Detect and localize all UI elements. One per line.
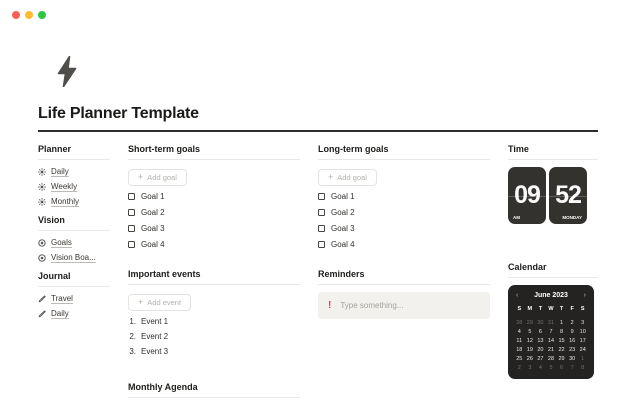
goal-checkbox[interactable] (128, 193, 135, 200)
goal-label: Goal 4 (331, 240, 355, 249)
sun-icon (38, 198, 46, 206)
add-goal-label: Add goal (337, 173, 367, 182)
calendar-day-header: S (517, 306, 522, 312)
calendar-day[interactable]: 17 (579, 338, 586, 344)
calendar-day[interactable]: 22 (558, 347, 565, 353)
calendar-day[interactable]: 6 (538, 329, 542, 335)
sidebar-group-planner (38, 144, 110, 206)
calendar-day[interactable]: 7 (570, 365, 574, 371)
goal-label: Goal 3 (141, 224, 165, 233)
event-label: Event 2 (141, 332, 169, 341)
important-events-heading: Important events (128, 269, 201, 279)
minimize-window-button[interactable] (25, 11, 33, 19)
calendar-day[interactable]: 15 (558, 338, 565, 344)
calendar-day[interactable]: 31 (547, 320, 555, 326)
plus-icon: + (138, 297, 144, 307)
goal-checkbox[interactable] (318, 225, 325, 232)
calendar-day[interactable]: 28 (547, 356, 555, 362)
event-number: 3. (129, 347, 136, 356)
event-label: Event 1 (141, 317, 169, 326)
calendar-day[interactable]: 11 (516, 338, 523, 344)
calendar-next-button[interactable]: › (583, 291, 586, 299)
long-term-goal-list (318, 192, 490, 249)
sidebar-item-label: Vision Boa... (51, 253, 96, 262)
sidebar-item-vision[interactable] (38, 238, 110, 247)
sidebar-item-journal[interactable] (38, 309, 110, 318)
event-row (128, 347, 300, 356)
clock-minute-card (549, 167, 587, 224)
calendar-day[interactable]: 1 (581, 356, 585, 362)
calendar-day[interactable]: 20 (537, 347, 544, 353)
calendar-day[interactable]: 30 (537, 320, 544, 326)
event-row (128, 317, 300, 326)
calendar-month-label: June 2023 (534, 292, 568, 299)
add-event-label: Add event (147, 298, 182, 307)
event-row (128, 332, 300, 341)
target-icon (38, 239, 46, 247)
calendar-day[interactable]: 29 (526, 320, 533, 326)
sidebar-item-planner[interactable] (38, 167, 110, 176)
calendar-day[interactable]: 23 (569, 347, 576, 353)
reminders-heading: Reminders (318, 269, 365, 279)
calendar-day[interactable]: 9 (570, 329, 574, 335)
divider (318, 159, 490, 160)
calendar-day[interactable]: 29 (558, 356, 565, 362)
calendar-day[interactable]: 1 (560, 320, 564, 326)
short-term-goals-heading: Short-term goals (128, 144, 201, 154)
divider (128, 397, 300, 398)
short-term-goal-list (128, 192, 300, 249)
sidebar-vision-list (38, 238, 110, 262)
sidebar-planner-list (38, 167, 110, 206)
calendar-day-header: W (548, 306, 554, 312)
calendar-day-header: T (559, 306, 564, 312)
sidebar-heading-journal: Journal (38, 271, 71, 281)
calendar-day[interactable]: 18 (516, 347, 523, 353)
sidebar-item-label: Weekly (51, 182, 78, 191)
sidebar-item-vision[interactable] (38, 253, 110, 262)
add-goal-label: Add goal (147, 173, 177, 182)
calendar-day[interactable]: 2 (517, 365, 521, 371)
calendar-day-header: S (580, 306, 585, 312)
pencil-icon (38, 310, 46, 318)
sun-icon (38, 183, 46, 191)
calendar-day[interactable]: 30 (569, 356, 576, 362)
add-goal-button[interactable] (128, 169, 187, 186)
close-window-button[interactable] (12, 11, 20, 19)
event-list (128, 317, 300, 356)
goal-row (128, 224, 300, 233)
pencil-icon (38, 295, 46, 303)
sidebar-group-vision (38, 215, 110, 262)
calendar-header (514, 292, 588, 299)
calendar-day[interactable]: 14 (547, 338, 555, 344)
flip-clock (508, 167, 598, 224)
goal-checkbox[interactable] (128, 241, 135, 248)
long-term-goals-heading: Long-term goals (318, 144, 389, 154)
goal-row (318, 208, 490, 217)
page-logo[interactable] (56, 56, 78, 92)
calendar-day[interactable]: 26 (526, 356, 533, 362)
goal-label: Goal 4 (141, 240, 165, 249)
calendar-day[interactable]: 5 (528, 329, 532, 335)
divider (38, 159, 110, 160)
clock-day-label: MONDAY (562, 215, 582, 220)
reminder-input[interactable] (318, 292, 490, 319)
event-number: 1. (129, 317, 136, 326)
sidebar (38, 144, 110, 405)
clock-meridiem: AM (513, 215, 520, 220)
divider (508, 159, 598, 160)
title-divider (38, 130, 598, 132)
calendar-widget (508, 285, 594, 379)
goal-checkbox[interactable] (128, 209, 135, 216)
goal-row (128, 192, 300, 201)
clock-hour-card (508, 167, 546, 224)
flip-seam (508, 196, 546, 197)
calendar-day[interactable]: 19 (526, 347, 533, 353)
event-label: Event 3 (141, 347, 169, 356)
calendar-day[interactable]: 10 (579, 329, 586, 335)
sidebar-heading-planner: Planner (38, 144, 72, 154)
clock-hour: 09 (514, 181, 540, 209)
calendar-day[interactable]: 12 (526, 338, 533, 344)
calendar-day[interactable]: 4 (538, 365, 542, 371)
time-heading: Time (508, 144, 529, 154)
sidebar-item-journal[interactable] (38, 294, 110, 303)
alert-icon: ! (328, 300, 332, 311)
calendar-day[interactable]: 24 (579, 347, 586, 353)
goal-row (128, 208, 300, 217)
event-number: 2. (129, 332, 136, 341)
window-controls (12, 11, 46, 19)
goal-checkbox[interactable] (318, 193, 325, 200)
goal-row (128, 240, 300, 249)
calendar-day[interactable]: 25 (516, 356, 523, 362)
divider (128, 284, 300, 285)
goal-label: Goal 2 (141, 208, 165, 217)
sidebar-item-label: Daily (51, 309, 69, 318)
sidebar-item-label: Monthly (51, 197, 80, 206)
calendar-day[interactable]: 6 (560, 365, 564, 371)
calendar-day[interactable]: 13 (537, 338, 544, 344)
goal-label: Goal 3 (331, 224, 355, 233)
goal-row (318, 192, 490, 201)
calendar-day[interactable]: 27 (537, 356, 544, 362)
calendar-heading: Calendar (508, 262, 547, 272)
add-goal-button[interactable] (318, 169, 377, 186)
goal-checkbox[interactable] (318, 241, 325, 248)
column-left (128, 144, 300, 405)
calendar-day[interactable]: 8 (581, 365, 585, 371)
divider (128, 159, 300, 160)
clock-minute: 52 (555, 181, 581, 209)
sun-icon (38, 168, 46, 176)
divider (38, 230, 110, 231)
goal-checkbox[interactable] (318, 209, 325, 216)
column-right (508, 144, 598, 405)
sidebar-item-label: Travel (51, 294, 73, 303)
goal-row (318, 224, 490, 233)
target-icon (38, 254, 46, 262)
plus-icon: + (138, 172, 144, 182)
goal-label: Goal 1 (331, 192, 355, 201)
lightning-bolt-icon (56, 56, 78, 87)
add-event-button[interactable] (128, 294, 191, 311)
calendar-day[interactable]: 5 (549, 365, 553, 371)
sidebar-item-planner[interactable] (38, 197, 110, 206)
sidebar-group-journal (38, 271, 110, 318)
calendar-day-grid (514, 319, 588, 373)
goal-label: Goal 1 (141, 192, 165, 201)
sidebar-item-label: Daily (51, 167, 69, 176)
calendar-prev-button[interactable]: ‹ (516, 291, 519, 299)
calendar-day[interactable]: 7 (549, 329, 553, 335)
goal-checkbox[interactable] (128, 225, 135, 232)
zoom-window-button[interactable] (38, 11, 46, 19)
calendar-day[interactable]: 21 (547, 347, 555, 353)
calendar-day-headers (514, 305, 588, 314)
calendar-day-header: T (538, 306, 543, 312)
monthly-agenda-heading: Monthly Agenda (128, 382, 198, 392)
calendar-day[interactable]: 28 (516, 320, 523, 326)
goal-row (318, 240, 490, 249)
calendar-day[interactable]: 2 (570, 320, 574, 326)
calendar-day-header: M (527, 306, 533, 312)
sidebar-journal-list (38, 294, 110, 318)
divider (38, 286, 110, 287)
sidebar-item-planner[interactable] (38, 182, 110, 191)
sidebar-heading-vision: Vision (38, 215, 65, 225)
divider (508, 277, 598, 278)
plus-icon: + (328, 172, 334, 182)
page-body (38, 144, 598, 405)
calendar-day[interactable]: 4 (517, 329, 521, 335)
goal-label: Goal 2 (331, 208, 355, 217)
sidebar-item-label: Goals (51, 238, 72, 247)
divider (318, 284, 490, 285)
calendar-day[interactable]: 8 (560, 329, 564, 335)
column-middle (318, 144, 490, 405)
reminder-placeholder: Type something... (340, 301, 404, 310)
page-title: Life Planner Template (38, 105, 199, 122)
calendar-day[interactable]: 3 (581, 320, 585, 326)
calendar-day[interactable]: 16 (569, 338, 576, 344)
flip-seam (549, 196, 587, 197)
calendar-day-header: F (570, 306, 574, 312)
calendar-day[interactable]: 3 (528, 365, 532, 371)
